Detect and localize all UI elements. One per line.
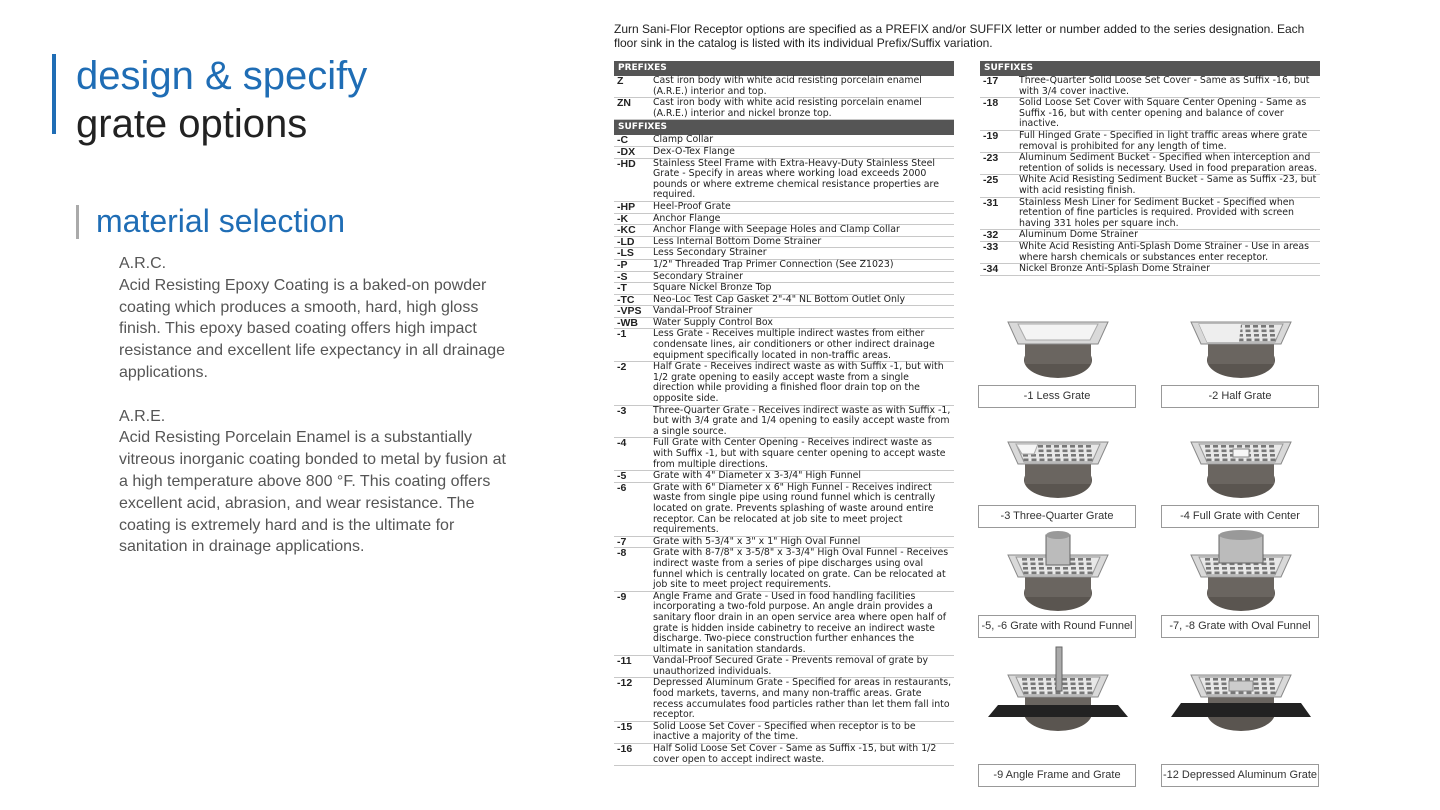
- option-description: Clamp Collar: [653, 134, 714, 146]
- option-code: -HP: [617, 200, 636, 213]
- table-row: [614, 159, 954, 202]
- grate-image-threeq: [978, 412, 1138, 502]
- table-row: [980, 98, 1320, 131]
- option-description: Grate with 5-3/4" x 3" x 1" High Oval Funnel: [653, 535, 861, 547]
- material-name: A.R.C.: [119, 255, 167, 272]
- option-code: -KC: [617, 224, 636, 237]
- option-code: Z: [617, 75, 624, 87]
- option-description: Three-Quarter Solid Loose Set Cover - Same as Suffix -16, but with 3/4 cover inactive.: [1019, 75, 1310, 97]
- table-row: [614, 744, 954, 766]
- option-code: -25: [983, 174, 999, 187]
- option-code: -S: [617, 270, 628, 283]
- option-code: -16: [617, 743, 633, 756]
- image-caption: -12 Depressed Aluminum Grate: [1161, 764, 1319, 787]
- table-row: [614, 722, 954, 744]
- option-description: Dex-O-Tex Flange: [653, 145, 735, 157]
- grate-image-open: [978, 292, 1138, 382]
- option-description: Full Hinged Grate - Specified in light traffic areas where grate removal is prohibited for any length of time.: [1019, 129, 1308, 152]
- option-code: -DX: [617, 145, 636, 158]
- suffixes-header-right: SUFFIXES: [980, 61, 1320, 76]
- option-description: Cast iron body with white acid resisting porcelain enamel (A.R.E.) interior and top.: [653, 75, 922, 97]
- option-description: 1/2" Threaded Trap Primer Connection (See Z1023): [653, 258, 894, 270]
- suffix-rows-left: [614, 135, 954, 766]
- prefixes-header: PREFIXES: [614, 61, 954, 76]
- option-description: White Acid Resisting Sediment Bucket - Same as Suffix -23, but with acid resisting finish.: [1019, 174, 1317, 196]
- suffix-rows-right: [980, 76, 1320, 276]
- table-row: [614, 202, 954, 214]
- title-accent-bar: [52, 54, 56, 134]
- table-row: [614, 260, 954, 272]
- option-code: -T: [617, 282, 627, 295]
- table-row: [614, 678, 954, 721]
- option-code: -18: [983, 97, 999, 110]
- option-description: Secondary Strainer: [653, 270, 744, 282]
- option-description: Depressed Aluminum Grate - Specified for areas in restaurants, food markets, taverns, and many non-traffic areas. Grate recess accumulates food particles rather than let them fall into receptor.: [653, 677, 952, 721]
- table-row: [614, 656, 954, 678]
- option-code: -9: [617, 590, 627, 603]
- option-code: -11: [617, 655, 632, 668]
- option-description: Square Nickel Bronze Top: [653, 282, 772, 294]
- image-caption: -9 Angle Frame and Grate: [978, 764, 1136, 787]
- material-arc: [119, 253, 509, 384]
- image-caption: -5, -6 Grate with Round Funnel: [978, 615, 1136, 638]
- option-description: Aluminum Sediment Bucket - Specified when interception and retention of solids is necessary. Used in food preparation areas.: [1019, 152, 1318, 174]
- table-row: [980, 153, 1320, 175]
- option-code: -7: [617, 535, 627, 548]
- grate-image-half: [1161, 292, 1321, 382]
- option-code: -4: [617, 437, 627, 450]
- option-description: Vandal-Proof Secured Grate - Prevents removal of grate by unauthorized individuals.: [653, 655, 929, 677]
- page-title: [76, 52, 367, 148]
- image-caption: -7, -8 Grate with Oval Funnel: [1161, 615, 1319, 638]
- table-row: [980, 175, 1320, 197]
- option-description: Neo-Loc Test Cap Gasket 2"-4" NL Bottom Outlet Only: [653, 293, 906, 305]
- table-row: [614, 225, 954, 237]
- materials-text: [119, 253, 509, 580]
- title-line-1: design & specify: [76, 54, 368, 98]
- material-description: Acid Resisting Porcelain Enamel is a substantially vitreous inorganic coating bonded to metal by fusion at a high temperature above 800 °F. This coating offers excellent acid, abrasion, and wear resistance. The coating is extremely hard and is the ultimate for sanitation in drainage applications.: [119, 429, 506, 556]
- option-description: Heel-Proof Grate: [653, 200, 731, 212]
- option-code: -P: [617, 258, 628, 271]
- option-description: Solid Loose Set Cover with Square Center Opening - Same as Suffix -16, but with center opening and balance of cover inactive.: [1019, 97, 1307, 130]
- option-description: Water Supply Control Box: [653, 316, 773, 328]
- option-code: -LD: [617, 235, 635, 248]
- grate-image-oval: [1161, 525, 1321, 615]
- option-description: Anchor Flange with Seepage Holes and Clamp Collar: [653, 224, 900, 236]
- grate-image-angle: [978, 645, 1138, 735]
- option-description: Aluminum Dome Strainer: [1019, 229, 1138, 241]
- suffix-table-right: [980, 61, 1320, 276]
- table-row: [980, 198, 1320, 231]
- image-caption: -2 Half Grate: [1161, 385, 1319, 408]
- option-code: -LS: [617, 247, 634, 260]
- title-line-2: grate options: [76, 102, 308, 146]
- option-code: -K: [617, 212, 629, 225]
- option-description: Full Grate with Center Opening - Receives indirect waste as with Suffix -1, but with square center opening to accept waste from multiple directions.: [653, 437, 946, 470]
- option-code: -5: [617, 470, 627, 483]
- table-row: [614, 548, 954, 591]
- table-row: [614, 147, 954, 159]
- option-description: Half Solid Loose Set Cover - Same as Suffix -15, but with 1/2 cover open to accept indirect waste.: [653, 743, 937, 765]
- option-description: Grate with 4" Diameter x 3-3/4" High Funnel: [653, 470, 862, 482]
- option-code: -WB: [617, 316, 638, 329]
- option-code: -C: [617, 134, 629, 147]
- option-code: -3: [617, 404, 627, 417]
- option-code: ZN: [617, 97, 631, 110]
- option-code: -23: [983, 152, 999, 165]
- material-description: Acid Resisting Epoxy Coating is a baked-on powder coating which produces a smooth, hard, high gloss finish. This epoxy based coating offers high impact resistance and excellent life expectancy in all drainage applications.: [119, 276, 506, 381]
- option-description: Grate with 8-7/8" x 3-5/8" x 3-3/4" High Oval Funnel - Receives indirect waste from a series of pipe discharges using oval funnel which is centrally located on grate. Can be relocated at job site to meet project requirements.: [653, 547, 949, 591]
- grate-image-full: [1161, 412, 1321, 502]
- table-row: [614, 483, 954, 537]
- grate-image-depressed: [1161, 645, 1321, 735]
- option-code: -2: [617, 361, 627, 374]
- prefix-suffix-table-left: [614, 61, 954, 766]
- option-description: Angle Frame and Grate - Used in food handling facilities incorporating a two-fold purpose. An angle drain provides a sanitary floor drain in an open service area where open half of grate is hidden inside cabinetry to receive an indirect waste discharge. Two-piece construction further enhances the ultimate in sanitation standards.: [653, 590, 947, 655]
- suffixes-header: SUFFIXES: [614, 120, 954, 135]
- option-code: -31: [983, 196, 999, 209]
- option-description: Stainless Steel Frame with Extra-Heavy-Duty Stainless Steel Grate - Specify in areas where working load exceeds 2000 pounds or where extreme chemical resistance properties are required.: [653, 157, 939, 201]
- image-caption: -1 Less Grate: [978, 385, 1136, 408]
- option-description: Grate with 6" Diameter x 6" High Funnel - Receives indirect waste from single pipe using round funnel which is centrally located on grate. Prevents splashing of waste around entire receptor. Can be relocated at job site to meet project requirements.: [653, 481, 936, 536]
- option-code: -HD: [617, 157, 636, 170]
- option-description: Stainless Mesh Liner for Sediment Bucket - Specified when retention of fine particles is required. Provided with screen having 331 holes per square inch.: [1019, 196, 1295, 229]
- option-code: -17: [983, 75, 999, 87]
- option-code: -VPS: [617, 305, 642, 318]
- option-description: Less Secondary Strainer: [653, 247, 767, 259]
- table-row: [614, 592, 954, 657]
- option-code: -32: [983, 229, 999, 242]
- table-row: [614, 362, 954, 405]
- table-row: [980, 264, 1320, 276]
- option-description: Three-Quarter Grate - Receives indirect waste as with Suffix -1, but with 3/4 grate and 1/4 opening to easily accept waste from a single source.: [653, 404, 951, 437]
- table-row: [614, 76, 954, 98]
- table-row: [614, 98, 954, 120]
- image-caption: -4 Full Grate with Center: [1161, 505, 1319, 528]
- catalog-intro: Zurn Sani-Flor Receptor options are specified as a PREFIX and/or SUFFIX letter or number added to the series designation. Each floor sink in the catalog is listed with its individual Prefix/Suffix variation.: [614, 22, 1305, 50]
- subtitle-accent-bar: [76, 205, 79, 239]
- table-row: [614, 283, 954, 295]
- table-row: [614, 406, 954, 439]
- option-description: Solid Loose Set Cover - Specified when receptor is to be inactive a majority of the time.: [653, 720, 916, 743]
- option-description: Half Grate - Receives indirect waste as with Suffix -1, but with 1/2 grate opening to easily accept waste from a single direction while providing a finished floor drain top on the opposite side.: [653, 361, 944, 405]
- option-code: -TC: [617, 293, 635, 306]
- option-code: -12: [617, 677, 633, 690]
- option-code: -15: [617, 720, 633, 733]
- table-row: [614, 438, 954, 471]
- option-code: -8: [617, 547, 627, 560]
- option-code: -6: [617, 481, 627, 494]
- section-title: material selection: [96, 203, 345, 239]
- option-code: -1: [617, 328, 627, 341]
- option-description: Cast iron body with white acid resisting porcelain enamel (A.R.E.) interior and nickel bronze top.: [653, 97, 922, 119]
- option-code: -19: [983, 129, 999, 142]
- option-description: Nickel Bronze Anti-Splash Dome Strainer: [1019, 263, 1210, 275]
- option-description: White Acid Resisting Anti-Splash Dome Strainer - Use in areas where harsh chemicals or substances enter receptor.: [1019, 240, 1310, 263]
- option-code: -33: [983, 240, 999, 253]
- option-description: Less Grate - Receives multiple indirect wastes from either condensate lines, air conditioners or other indirect drainage equipment specifically located in non-traffic areas.: [653, 328, 935, 361]
- material-are: [119, 406, 509, 559]
- option-description: Less Internal Bottom Dome Strainer: [653, 235, 822, 247]
- table-row: [614, 329, 954, 362]
- image-caption: -3 Three-Quarter Grate: [978, 505, 1136, 528]
- grate-image-round: [978, 525, 1138, 615]
- option-description: Anchor Flange: [653, 212, 721, 224]
- option-code: -34: [983, 263, 999, 276]
- table-row: [980, 242, 1320, 264]
- option-description: Vandal-Proof Strainer: [653, 305, 753, 317]
- table-row: [980, 76, 1320, 98]
- table-row: [980, 131, 1320, 153]
- material-name: A.R.E.: [119, 407, 166, 425]
- prefix-rows: [614, 76, 954, 120]
